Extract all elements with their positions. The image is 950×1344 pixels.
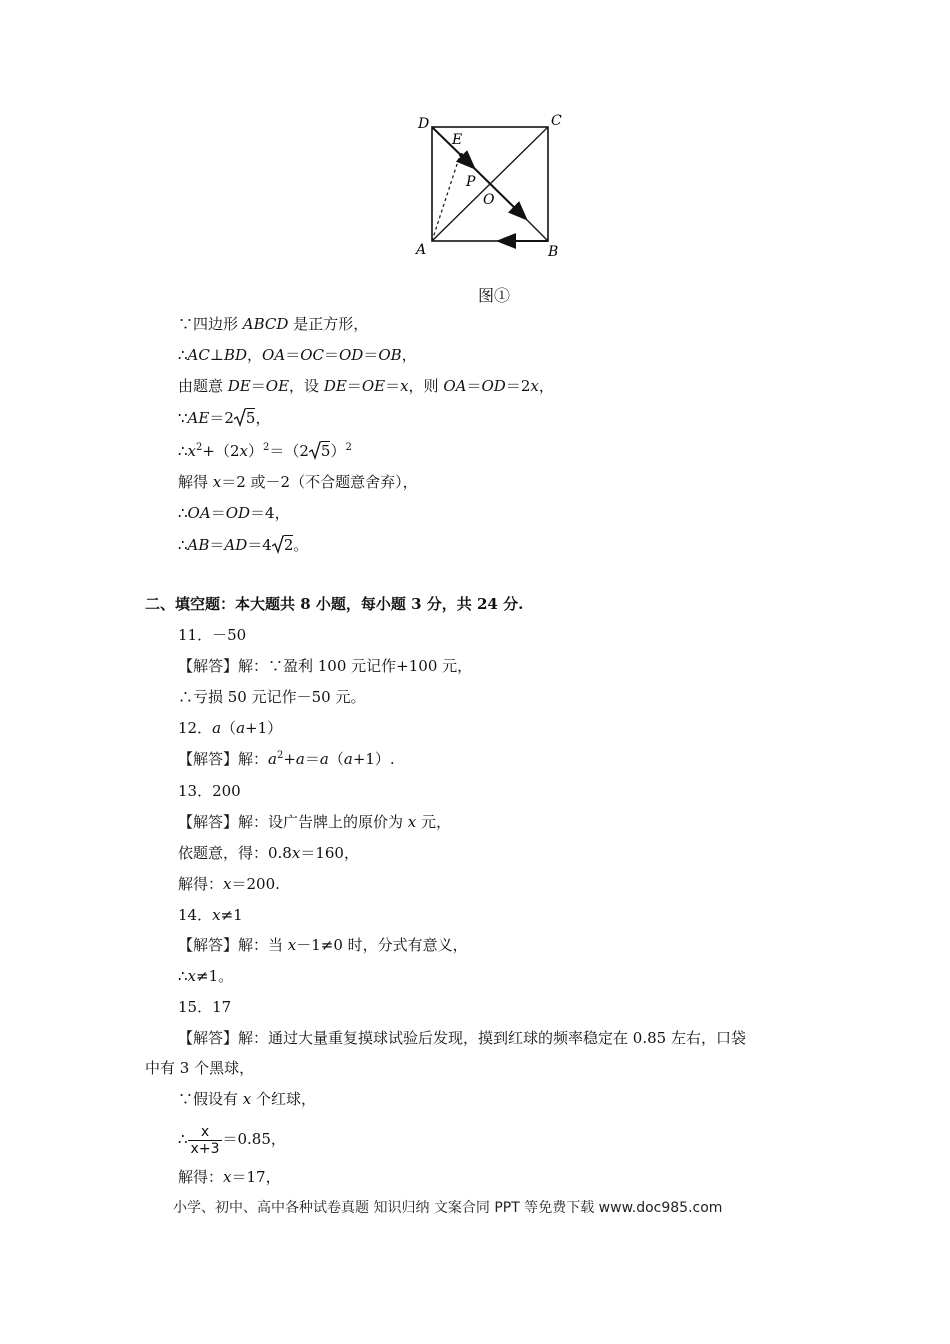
square-diagram bbox=[410, 110, 570, 262]
label-p: P bbox=[466, 174, 476, 190]
label-c: C bbox=[551, 113, 562, 129]
label-e: E bbox=[452, 132, 463, 148]
sqrt-symbol: 5 bbox=[309, 440, 331, 461]
fraction: $\frac{x}{x+3}$ bbox=[188, 1124, 223, 1157]
proof-line-4: ∵AE＝2 5， bbox=[178, 409, 271, 427]
q15-solution-4: ∴ $\frac{x}{x+3}$ ＝0.85， bbox=[178, 1123, 286, 1157]
label-b: B bbox=[548, 244, 559, 260]
q15-solution-2: 中有 3 个黑球， bbox=[145, 1059, 255, 1077]
q11-solution-2: ∴亏损 50 元记作－50 元。 bbox=[178, 688, 366, 706]
q13-solution-2: 依题意，得：0.8x＝160， bbox=[178, 844, 359, 862]
proof-line-8: ∴AB＝AD＝4 2。 bbox=[178, 536, 309, 554]
proof-line-3: 由题意 DE＝OE，设 DE＝OE＝x，则 OA＝OD＝2x， bbox=[178, 377, 554, 395]
label-o: O bbox=[483, 192, 495, 208]
q15-solution-3: ∵假设有 x 个红球， bbox=[178, 1090, 317, 1108]
point-e bbox=[459, 153, 463, 157]
proof-line-7: ∴OA＝OD＝4， bbox=[178, 504, 290, 522]
q14-answer: 14．x≠1 bbox=[178, 906, 243, 924]
proof-line-1: ∵四边形 ABCD 是正方形， bbox=[178, 315, 369, 333]
section-title: 二、填空题：本大题共 8 小题，每小题 3 分，共 24 分. bbox=[145, 595, 524, 613]
diagonal-db-rest bbox=[525, 218, 548, 241]
q12-answer: 12．a（a+1） bbox=[178, 719, 283, 737]
sqrt-symbol: 5 bbox=[234, 407, 256, 428]
proof-line-2: ∴AC⊥BD，OA＝OC＝OD＝OB， bbox=[178, 346, 417, 364]
q15-solution-1: 【解答】解：通过大量重复摸球试验后发现，摸到红球的频率稳定在 0.85 左右，口袋 bbox=[178, 1029, 746, 1047]
sqrt-symbol: 2 bbox=[272, 534, 294, 555]
q13-solution-3: 解得：x＝200. bbox=[178, 875, 280, 893]
q13-answer: 13．200 bbox=[178, 782, 241, 800]
q15-answer: 15．17 bbox=[178, 998, 232, 1016]
q13-solution-1: 【解答】解：设广告牌上的原价为 x 元， bbox=[178, 813, 452, 831]
q14-solution-1: 【解答】解：当 x－1≠0 时，分式有意义， bbox=[178, 936, 468, 954]
footer-text: 小学、初中、高中各种试卷真题 知识归纳 文案合同 PPT 等免费下载 www.doc985.com bbox=[173, 1200, 723, 1216]
q15-solution-5: 解得：x＝17， bbox=[178, 1168, 281, 1186]
proof-line-5: $\therefore x^2+(2x)^2=(2$ 5）$^2$ bbox=[178, 442, 352, 460]
q14-solution-2: ∴x≠1。 bbox=[178, 967, 234, 985]
figure-caption: 图① bbox=[478, 286, 511, 305]
proof-line-6: 解得 x＝2 或－2（不合题意舍弃）， bbox=[178, 473, 418, 491]
label-d: D bbox=[418, 116, 430, 132]
q12-solution: 【解答】解：$a^2+a=a(a+1)$. bbox=[178, 750, 395, 768]
q11-solution-1: 【解答】解：∵盈利 100 元记作+100 元， bbox=[178, 657, 473, 675]
label-a: A bbox=[416, 242, 427, 258]
q11-answer: 11．－50 bbox=[178, 626, 247, 644]
